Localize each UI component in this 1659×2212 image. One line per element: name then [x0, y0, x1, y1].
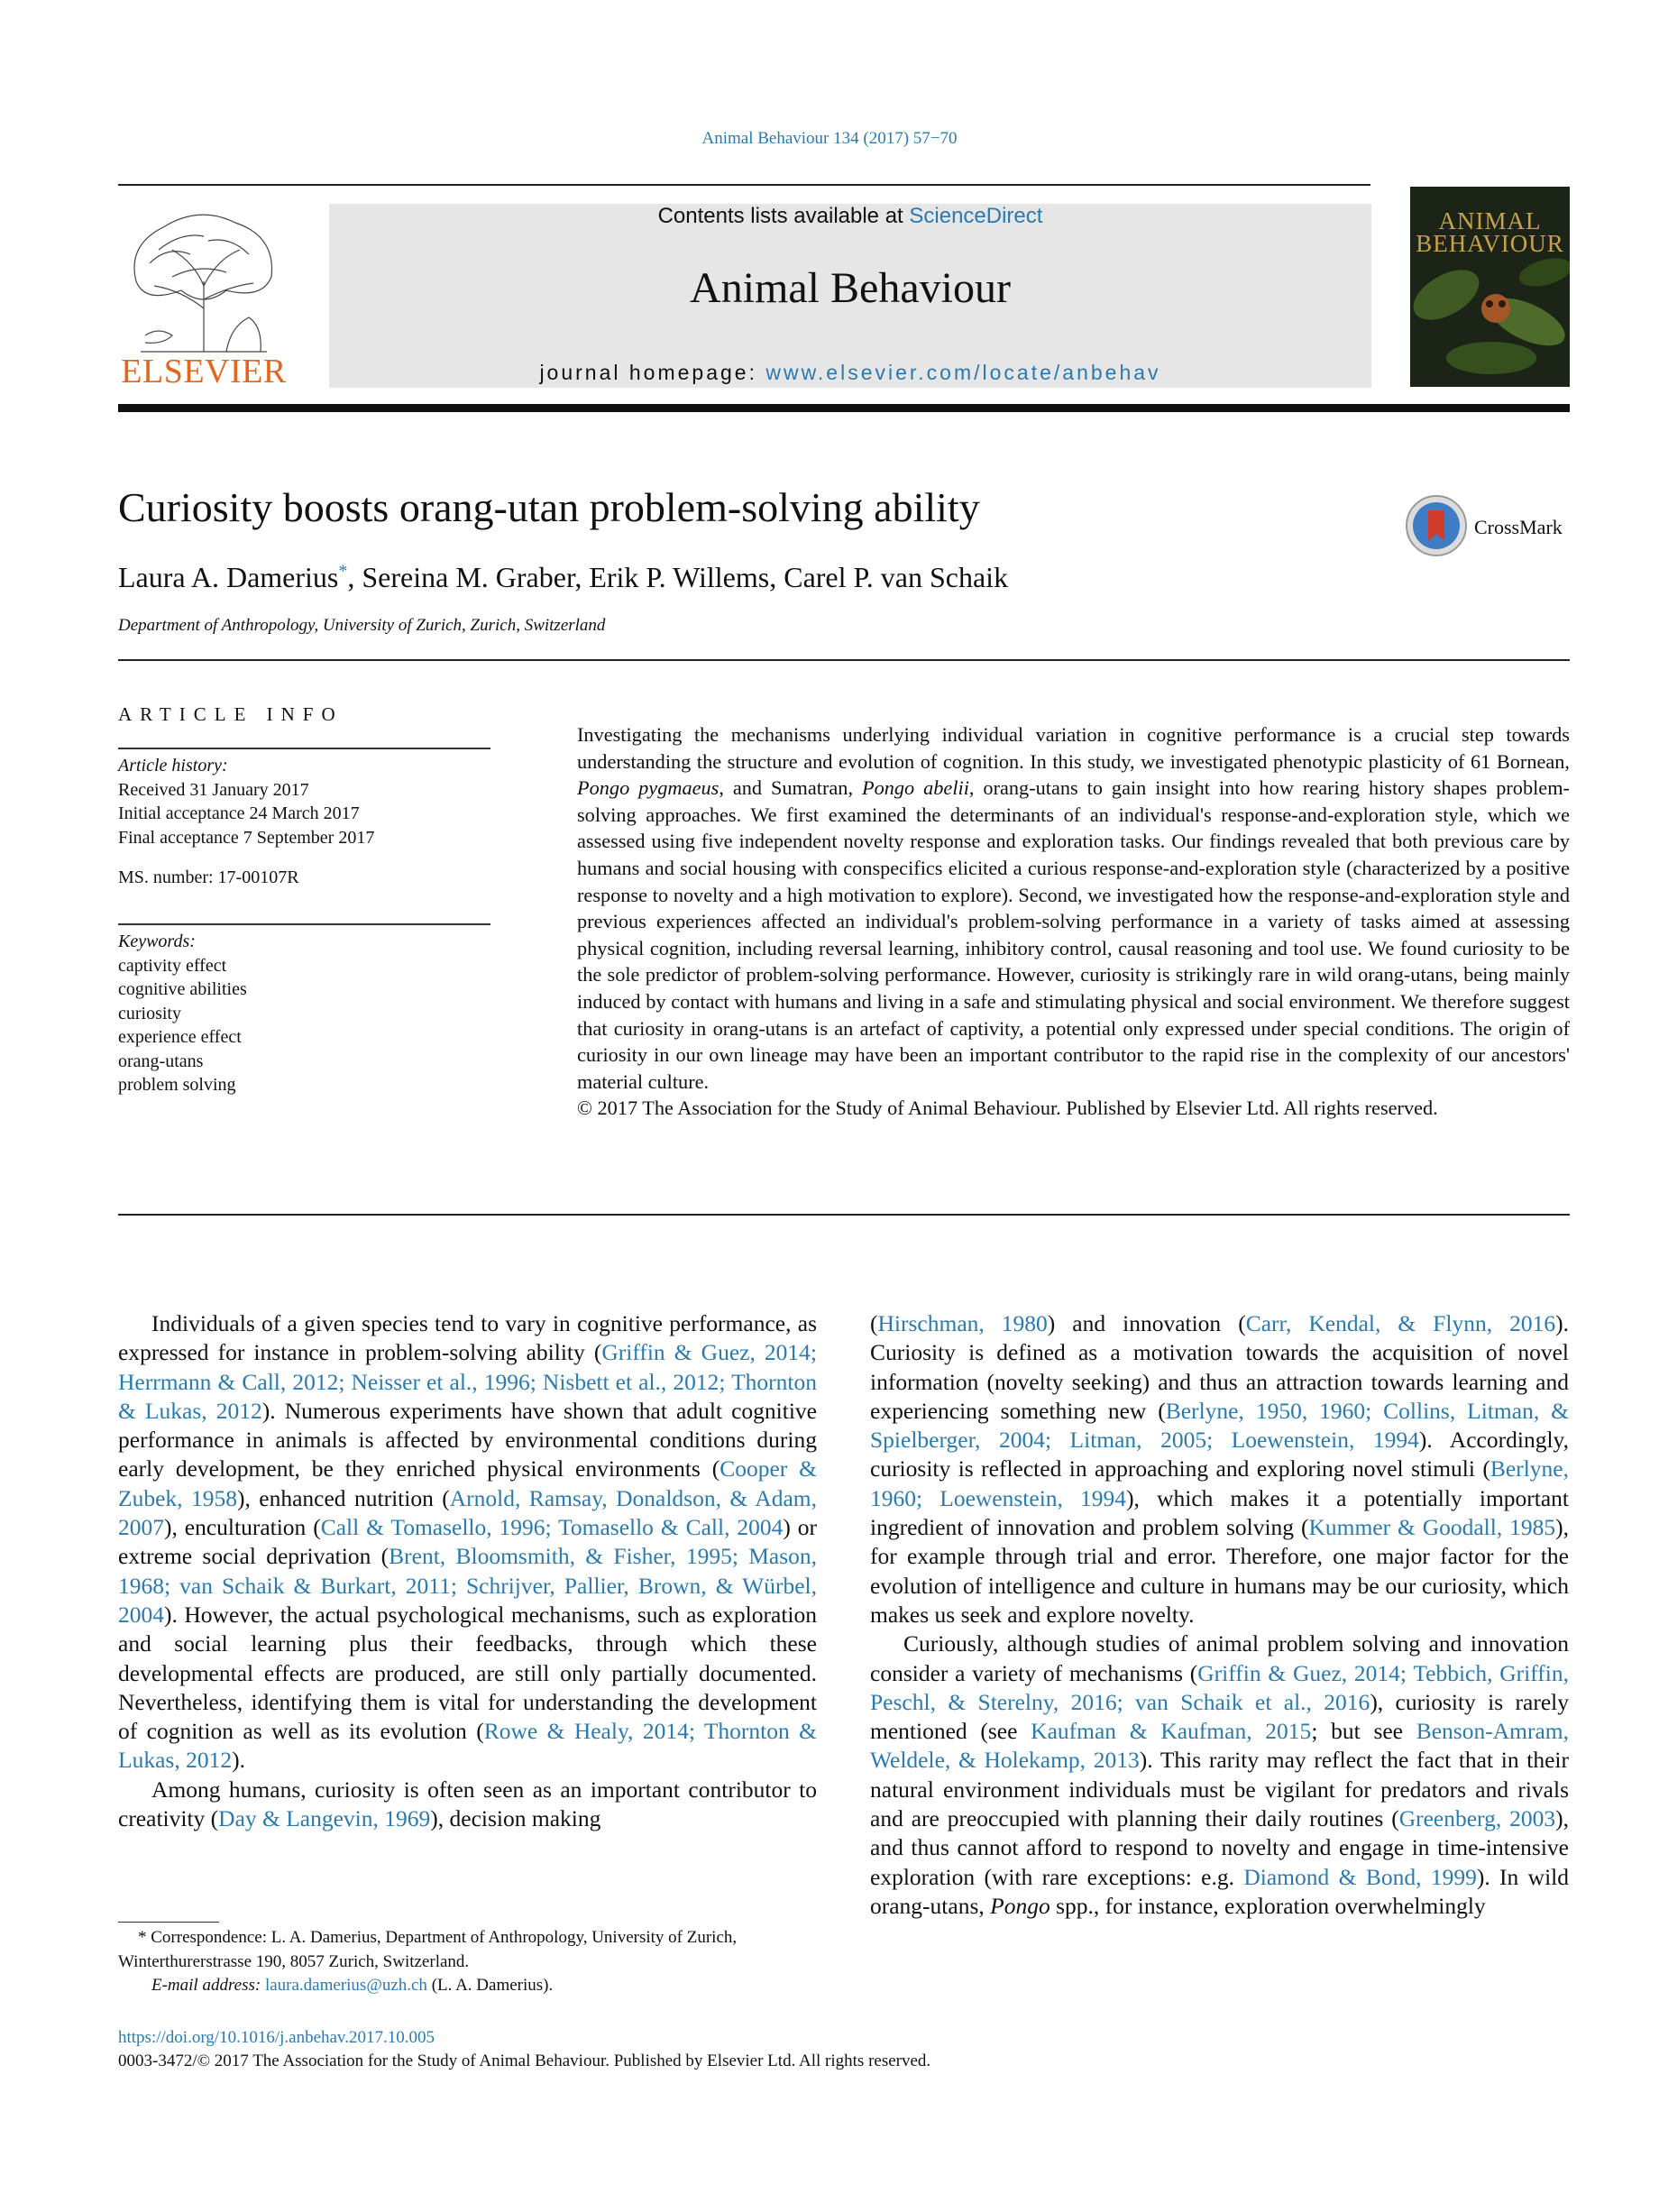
citation-link[interactable]: Berlyne, 1950, 1960; Collins, Litman, & Spielberger, 2004; Litman, 2005; Loewenstein, 1994 — [870, 1397, 1569, 1454]
final-acceptance-date: Final acceptance 7 September 2017 — [118, 827, 375, 848]
correspondence-text: Correspondence: L. A. Damerius, Department of Anthropology, University of Zurich, Winterthurerstrasse 190, 8057 Zurich, Switzerland. — [118, 1928, 738, 1971]
journal-banner — [329, 204, 1371, 388]
citation-link[interactable]: Kaufman & Kaufman, 2015 — [1031, 1718, 1312, 1745]
citation-link[interactable]: Kummer & Goodall, 1985 — [1308, 1514, 1556, 1541]
article-info-heading: ARTICLE INFO — [118, 703, 344, 725]
history-label: Article history: — [118, 756, 228, 776]
received-date: Received 31 January 2017 — [118, 779, 309, 800]
keyword: orang-utans — [118, 1051, 204, 1071]
doi-link[interactable]: https://doi.org/10.1016/j.anbehav.2017.10.005 — [118, 2028, 435, 2047]
keyword: cognitive abilities — [118, 979, 247, 999]
keyword: captivity effect — [118, 955, 227, 976]
author-list — [118, 561, 1008, 594]
citation-link[interactable]: Griffin & Guez, 2014; Tebbich, Griffin, Peschl, & Sterelny, 2016; van Schaik et al., 2016 — [870, 1659, 1569, 1715]
corresponding-author-mark[interactable]: * — [338, 561, 348, 582]
body-column-right — [870, 1309, 1569, 1921]
journal-citation[interactable]: Animal Behaviour 134 (2017) 57−70 — [701, 129, 958, 148]
citation-link[interactable]: Brent, Bloomsmith, & Fisher, 1995; Mason, 1968; van Schaik & Burkart, 2011; Schrijver, Pallier, Brown, & Würbel, 2004 — [118, 1543, 817, 1628]
citation-link[interactable]: Benson-Amram, Weldele, & Holekamp, 2013 — [870, 1718, 1569, 1774]
citation-link[interactable]: Rowe & Healy, 2014; Thornton & Lukas, 2012 — [118, 1718, 817, 1774]
homepage-line — [329, 361, 1371, 385]
citation-link[interactable]: Berlyne, 1960; Loewenstein, 1994 — [870, 1455, 1569, 1511]
email-label: E-mail address: — [151, 1976, 265, 1995]
keyword: problem solving — [118, 1075, 236, 1095]
crossmark-badge[interactable] — [1405, 494, 1576, 557]
body-paragraph: Among humans, curiosity is often seen as an important contributor to creativity (Day & Langevin, 1969), decision making — [118, 1776, 817, 1832]
citation-link[interactable]: Greenberg, 2003 — [1398, 1805, 1556, 1832]
journal-title: Animal Behaviour — [690, 264, 1011, 312]
homepage-prefix: journal homepage: — [539, 361, 766, 384]
citation-link[interactable]: Hirschman, 1980 — [877, 1310, 1048, 1336]
body-column-left — [118, 1309, 817, 1833]
keyword: experience effect — [118, 1027, 242, 1047]
article-history — [118, 754, 497, 890]
citation-link[interactable]: Cooper & Zubek, 1958 — [118, 1455, 817, 1511]
crossmark-icon — [1405, 494, 1468, 557]
citation-link[interactable]: Call & Tomasello, 1996; Tomasello & Call, 2004 — [320, 1514, 784, 1541]
header-rule — [118, 184, 1370, 186]
elsevier-tree-icon — [118, 200, 289, 353]
citation-link[interactable]: Day & Langevin, 1969 — [218, 1805, 431, 1832]
contents-prefix: Contents lists available at — [657, 204, 910, 228]
citation-link[interactable]: Diamond & Bond, 1999 — [1243, 1863, 1477, 1890]
crossmark-label: CrossMark — [1474, 516, 1563, 538]
doi-line — [118, 2026, 435, 2050]
ms-number: MS. number: 17-00107R — [118, 867, 299, 887]
article-info-rule — [118, 748, 490, 749]
cover-title-line-1: ANIMAL — [1438, 207, 1542, 234]
abstract-end-rule — [118, 1214, 1570, 1216]
abstract — [577, 721, 1570, 1122]
keyword: curiosity — [118, 1003, 181, 1023]
journal-cover[interactable] — [1410, 187, 1570, 387]
homepage-link[interactable]: www.elsevier.com/locate/anbehav — [765, 361, 1161, 384]
footnote-rule — [118, 1922, 219, 1923]
citation-link[interactable]: Arnold, Ramsay, Donaldson, & Adam, 2007 — [118, 1484, 817, 1541]
keywords-label: Keywords: — [118, 932, 196, 951]
keywords-rule — [118, 923, 490, 925]
email-suffix: (L. A. Damerius). — [426, 1976, 554, 1995]
keywords-block — [118, 930, 497, 1097]
citation-link[interactable]: Griffin & Guez, 2014; Herrmann & Call, 2012; Neisser et al., 1996; Nisbett et al., 2012; Thornton & Lukas, 2012 — [118, 1339, 817, 1424]
issn-line: 0003-3472/© 2017 The Association for the Study of Animal Behaviour. Published by Elsevier Ltd. All rights reserved. — [118, 2051, 931, 2070]
initial-acceptance-date: Initial acceptance 24 March 2017 — [118, 803, 360, 823]
title-rule — [118, 659, 1570, 661]
elsevier-logo[interactable] — [118, 200, 289, 391]
cover-title-line-2: BEHAVIOUR — [1416, 230, 1564, 257]
footnote-mark: * — [138, 1928, 147, 1947]
citation-link[interactable]: Carr, Kendal, & Flynn, 2016 — [1245, 1310, 1556, 1336]
body-paragraph: Individuals of a given species tend to vary in cognitive performance, as expressed for instance in problem-solving ability (Griffin & Guez, 2014; Herrmann & Call, 2012; Neisser et al., 1996; Nisbett et al., 2012; Thornton & Lukas, 2012). Numerous experiments have shown that adult cognitive performance in animals is affected by environmental conditions during early development, be they enriched physical environments (Cooper & Zubek, 1958), enhanced nutrition (Arnold, Ramsay, Donaldson, & Adam, 2007), enculturation (Call & Tomasello, 1996; Tomasello & Call, 2004) or extreme social deprivation (Brent, Bloomsmith, & Fisher, 1995; Mason, 1968; van Schaik & Burkart, 2011; Schrijver, Pallier, Brown, & Würbel, 2004). However, the actual psychological mechanisms, such as exploration and social learning plus their feedbacks, through which these developmental effects are produced, are still only partially documented. Nevertheless, identifying them is vital for understanding the development of cognition as well as its evolution (Rowe & Healy, 2014; Thornton & Lukas, 2012). — [118, 1310, 817, 1774]
contents-line — [329, 204, 1371, 229]
body-paragraph: (Hirschman, 1980) and innovation (Carr, Kendal, & Flynn, 2016). Curiosity is defined as a motivation towards the acquisition of novel information (novelty seeking) and thus an attraction towards learning and experiencing something new (Berlyne, 1950, 1960; Collins, Litman, & Spielberger, 2004; Litman, 2005; Loewenstein, 1994). Accordingly, curiosity is reflected in approaching and exploring novel stimuli (Berlyne, 1960; Loewenstein, 1994), which makes it a potentially important ingredient of innovation and problem solving (Kummer & Goodall, 1985), for example through trial and error. Therefore, one major factor for the evolution of intelligence and culture in humans may be our curiosity, which makes us seek and explore novelty. — [870, 1310, 1570, 1628]
email-link[interactable]: laura.damerius@uzh.ch — [264, 1976, 427, 1995]
elsevier-wordmark: ELSEVIER — [121, 353, 287, 390]
sciencedirect-link[interactable]: ScienceDirect — [909, 204, 1043, 228]
article-title: Curiosity boosts orang-utan problem-solving ability — [118, 484, 980, 530]
header-thick-rule — [118, 404, 1570, 412]
affiliation: Department of Anthropology, University of Zurich, Zurich, Switzerland — [118, 616, 606, 635]
cover-title — [1410, 207, 1570, 257]
correspondence-footnote — [118, 1926, 817, 1998]
abstract-body: Investigating the mechanisms underlying individual variation in cognitive performance is a crucial step towards understanding the structure and evolution of cognition. In this study, we investigated phenotypic plasticity of 61 Bornean, Pongo pygmaeus, and Sumatran, Pongo abelii, orang-utans to gain insight into how rearing history shapes problem-solving approaches. We first examined the determinants of an individual's response-and-exploration style, which we assessed using five independent novelty response and exploration tasks. Our findings revealed that both previous care by humans and social housing with conspecifics elicited a curious response-and-exploration style (characterized by a positive response to novelty and a high motivation to explore). Second, we investigated how the response-and-exploration style and previous experiences affected an individual's problem-solving performance in a variety of tasks aimed at assessing physical cognition, including reversal learning, inhibitory control, causal reasoning and tool use. We found curiosity to be the sole predictor of problem-solving performance. However, curiosity is strikingly rare in wild orang-utans, being mainly induced by contact with humans and living in a safe and stimulating physical and social environment. We therefore suggest that curiosity in orang-utans is an artefact of captivity, a potential only expressed under special conditions. The origin of curiosity in our own lineage may have been an important contributor to the rapid rise in the complexity of our ancestors' material culture. — [577, 723, 1570, 1093]
body-paragraph: Curiously, although studies of animal problem solving and innovation consider a variety of mechanisms (Griffin & Guez, 2014; Tebbich, Griffin, Peschl, & Sterelny, 2016; van Schaik et al., 2016), curiosity is rarely mentioned (see Kaufman & Kaufman, 2015; but see Benson-Amram, Weldele, & Holekamp, 2013). This rarity may reflect the fact that in their natural environment individuals must be vigilant for predators and rivals and are preoccupied with planning their daily routines (Greenberg, 2003), and thus cannot afford to respond to novelty and engage in time-intensive exploration (with rare exceptions: e.g. Diamond & Bond, 1999). In wild orang-utans, Pongo spp., for instance, exploration overwhelmingly — [870, 1630, 1569, 1919]
first-author[interactable]: Laura A. Damerius — [118, 561, 339, 593]
coauthors: , Sereina M. Graber, Erik P. Willems, Carel P. van Schaik — [347, 561, 1009, 593]
abstract-copyright: © 2017 The Association for the Study of Animal Behaviour. Published by Elsevier Ltd. All rights reserved. — [577, 1097, 1438, 1120]
